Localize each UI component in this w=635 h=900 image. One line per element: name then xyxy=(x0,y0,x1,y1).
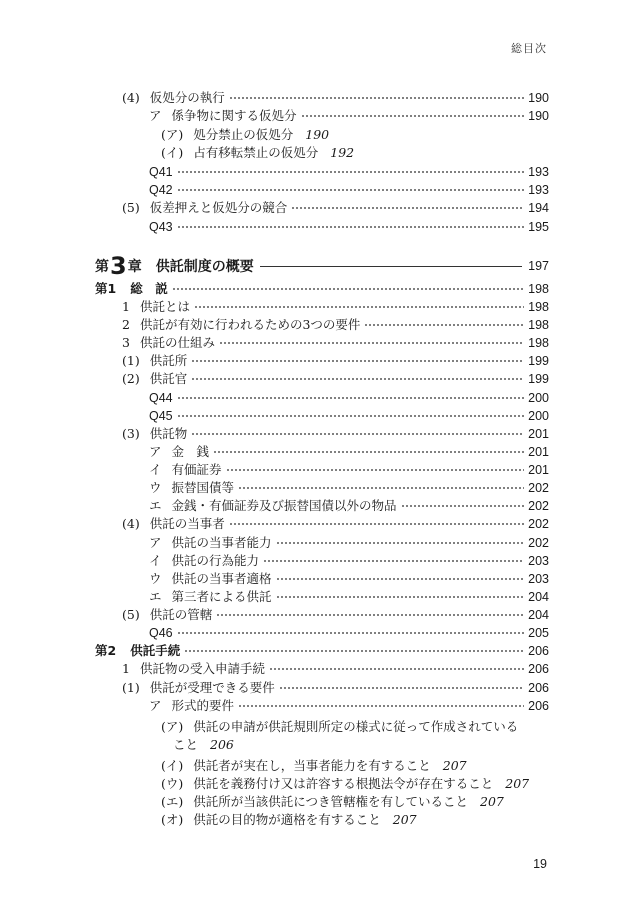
entry-title: Q46 xyxy=(149,626,173,640)
entry-number: 第2 xyxy=(95,643,117,658)
dot-leader xyxy=(301,115,525,117)
entry-title: 供託の当事者能力 xyxy=(171,535,272,550)
dot-leader xyxy=(401,505,525,507)
toc-entry xyxy=(0,407,635,425)
entry-number: ア xyxy=(149,535,162,550)
dot-leader xyxy=(191,433,524,435)
entry-title: Q44 xyxy=(149,391,173,405)
entry-number: ウ xyxy=(149,480,162,495)
entry-number: 2 xyxy=(122,317,130,332)
entry-title: 係争物に関する仮処分 xyxy=(171,108,297,123)
toc-entry xyxy=(0,588,635,606)
toc-entry-continued xyxy=(0,736,635,754)
entry-page: 192 xyxy=(330,145,355,160)
toc-entry xyxy=(0,316,635,334)
entry-page: 201 xyxy=(528,463,549,477)
dot-leader xyxy=(172,288,524,290)
entry-title: 供託を義務付け又は許容する根拠法令が存在すること xyxy=(193,776,494,791)
entry-number: (ア) xyxy=(161,127,184,142)
entry-number: (5) xyxy=(122,607,140,622)
entry-page: 200 xyxy=(528,409,549,423)
entry-title: Q45 xyxy=(149,409,173,423)
entry-title-continued: こと xyxy=(173,737,199,752)
entry-number: ウ xyxy=(149,571,162,586)
toc-entry xyxy=(0,660,635,678)
toc-entry xyxy=(0,793,635,811)
entry-number: ア xyxy=(149,108,162,123)
entry-page: 199 xyxy=(528,354,549,368)
dot-leader xyxy=(276,542,525,544)
toc-entry xyxy=(0,352,635,370)
entry-page: 206 xyxy=(528,681,549,695)
chapter-suffix: 章 xyxy=(127,259,142,275)
entry-title: 占有移転禁止の仮処分 xyxy=(193,145,319,160)
dot-leader xyxy=(291,207,524,209)
entry-title: 供託手続 xyxy=(130,643,181,658)
toc-entry xyxy=(0,144,635,162)
entry-title: 供託物の受入申請手続 xyxy=(139,661,265,676)
entry-title: 供託の行為能力 xyxy=(171,553,260,568)
entry-title: 供託が受理できる要件 xyxy=(149,680,275,695)
entry-page: 193 xyxy=(528,165,549,179)
toc-entry xyxy=(0,479,635,497)
entry-page: 200 xyxy=(528,391,549,405)
entry-title: 供託の申請が供託規則所定の様式に従って作成されている xyxy=(193,719,519,734)
entry-number: 3 xyxy=(122,335,130,350)
entry-page: 198 xyxy=(528,336,549,350)
entry-page: 206 xyxy=(528,662,549,676)
entry-title: 供託者が実在し，当事者能力を有すること xyxy=(193,758,431,773)
entry-page: 207 xyxy=(480,794,504,809)
dot-leader xyxy=(276,596,525,598)
entry-page: 202 xyxy=(528,499,549,513)
entry-number: (ア) xyxy=(161,719,184,734)
running-head: 総目次 xyxy=(511,42,547,55)
toc-entry xyxy=(0,425,635,443)
entry-title: 供託物 xyxy=(149,426,188,441)
dot-leader xyxy=(184,650,524,652)
toc-section xyxy=(0,642,635,660)
entry-page: 193 xyxy=(528,183,549,197)
entry-page: 199 xyxy=(528,372,549,386)
chapter-number: 3 xyxy=(110,252,127,280)
entry-page: 202 xyxy=(528,517,549,531)
entry-title: 供託の管轄 xyxy=(149,607,213,622)
toc-entry xyxy=(0,199,635,217)
toc-entry xyxy=(0,163,635,181)
entry-title: 仮処分の執行 xyxy=(149,90,225,105)
entry-title: 金 銭 xyxy=(171,444,210,459)
entry-number: ア xyxy=(149,444,162,459)
dot-leader xyxy=(191,378,524,380)
entry-number: (オ) xyxy=(161,812,184,827)
toc-entry xyxy=(0,370,635,388)
dot-leader xyxy=(177,189,525,191)
toc-entry xyxy=(0,534,635,552)
entry-page: 207 xyxy=(505,776,530,791)
dot-leader xyxy=(177,397,525,399)
toc-entry xyxy=(0,107,635,125)
dot-leader xyxy=(177,226,525,228)
dot-leader xyxy=(364,324,524,326)
entry-page: 206 xyxy=(210,737,234,752)
toc-entry xyxy=(0,606,635,624)
entry-number: (3) xyxy=(122,426,140,441)
dot-leader xyxy=(194,306,524,308)
dot-leader xyxy=(177,415,525,417)
dot-leader xyxy=(276,578,525,580)
dot-leader xyxy=(177,632,525,634)
entry-page: 203 xyxy=(528,572,549,586)
entry-number: (ウ) xyxy=(161,776,184,791)
dot-leader xyxy=(263,560,524,562)
entry-title: 供託の仕組み xyxy=(139,335,215,350)
chapter-page: 197 xyxy=(528,259,549,273)
dot-leader xyxy=(216,614,524,616)
toc-entry xyxy=(0,811,635,829)
entry-title: 供託の当事者 xyxy=(149,516,225,531)
entry-number: (1) xyxy=(122,680,140,695)
entry-page: 190 xyxy=(305,127,330,142)
dot-leader xyxy=(238,705,524,707)
entry-page: 203 xyxy=(528,554,549,568)
entry-number: (2) xyxy=(122,371,140,386)
entry-title: 供託の当事者適格 xyxy=(171,571,272,586)
entry-title: 仮差押えと仮処分の競合 xyxy=(149,200,288,215)
entry-page: 190 xyxy=(528,109,549,123)
toc-entry xyxy=(0,443,635,461)
dot-leader xyxy=(229,523,524,525)
entry-number: 1 xyxy=(122,299,130,314)
entry-page: 198 xyxy=(528,318,549,332)
entry-title: 供託官 xyxy=(149,371,188,386)
toc-entry xyxy=(0,775,635,793)
toc-entry xyxy=(0,298,635,316)
entry-page: 202 xyxy=(528,481,549,495)
entry-page: 206 xyxy=(528,699,549,713)
entry-number: (4) xyxy=(122,516,140,531)
entry-number: (イ) xyxy=(161,758,184,773)
entry-title: 供託の目的物が適格を有すること xyxy=(193,812,381,827)
entry-title: 有価証券 xyxy=(171,462,222,477)
entry-number: (イ) xyxy=(161,145,184,160)
entry-number: (5) xyxy=(122,200,140,215)
toc-entry xyxy=(0,461,635,479)
entry-title: Q43 xyxy=(149,220,173,234)
entry-page: 201 xyxy=(528,427,549,441)
toc-entry xyxy=(0,126,635,144)
toc-entry xyxy=(0,515,635,533)
entry-title: 形式的要件 xyxy=(171,698,235,713)
dot-leader xyxy=(219,342,524,344)
entry-number: ア xyxy=(149,698,162,713)
entry-title: 供託所 xyxy=(149,353,188,368)
entry-title: 総 説 xyxy=(130,281,168,296)
entry-page: 190 xyxy=(528,91,549,105)
entry-number: エ xyxy=(149,589,162,604)
entry-number: 1 xyxy=(122,661,130,676)
toc-entry xyxy=(0,89,635,107)
toc-entry xyxy=(0,552,635,570)
dot-leader xyxy=(269,668,524,670)
entry-title: 第三者による供託 xyxy=(171,589,272,604)
toc-entry xyxy=(0,757,635,775)
toc-section xyxy=(0,280,635,298)
entry-page: 204 xyxy=(528,590,549,604)
entry-number: エ xyxy=(149,498,162,513)
chapter-prefix: 第 xyxy=(95,259,109,275)
toc-entry xyxy=(0,334,635,352)
entry-page: 198 xyxy=(528,282,549,296)
toc-entry xyxy=(0,389,635,407)
entry-title: 供託所が当該供託につき管轄権を有していること xyxy=(193,794,469,809)
chapter-rule xyxy=(260,266,522,267)
dot-leader xyxy=(191,360,524,362)
entry-number: 第1 xyxy=(95,281,117,296)
entry-title: 金銭・有価証券及び振替国債以外の物品 xyxy=(171,498,397,513)
entry-number: イ xyxy=(149,462,162,477)
toc-entry xyxy=(0,570,635,588)
toc-entry xyxy=(0,679,635,697)
toc-entry xyxy=(0,218,635,236)
entry-title: Q41 xyxy=(149,165,173,179)
entry-title: Q42 xyxy=(149,183,173,197)
toc-entry xyxy=(0,697,635,715)
entry-number: イ xyxy=(149,553,162,568)
entry-number: (エ) xyxy=(161,794,184,809)
entry-number: (1) xyxy=(122,353,140,368)
toc-entry xyxy=(0,624,635,642)
toc-entry xyxy=(0,497,635,515)
entry-page: 201 xyxy=(528,445,549,459)
entry-title: 振替国債等 xyxy=(171,480,235,495)
entry-page: 205 xyxy=(528,626,549,640)
dot-leader xyxy=(177,171,525,173)
entry-title: 供託が有効に行われるための3つの要件 xyxy=(139,317,361,332)
chapter-heading xyxy=(0,254,635,278)
entry-page: 195 xyxy=(528,220,549,234)
chapter-title: 供託制度の概要 xyxy=(155,259,254,275)
dot-leader xyxy=(213,451,524,453)
page-number: 19 xyxy=(533,857,547,871)
entry-page: 194 xyxy=(528,201,549,215)
dot-leader xyxy=(238,487,524,489)
entry-page: 198 xyxy=(528,300,549,314)
entry-title: 供託とは xyxy=(139,299,190,314)
dot-leader xyxy=(229,97,524,99)
entry-page: 206 xyxy=(528,644,549,658)
toc-entry xyxy=(0,718,635,736)
entry-page: 207 xyxy=(392,812,417,827)
entry-page: 202 xyxy=(528,536,549,550)
entry-page: 204 xyxy=(528,608,549,622)
dot-leader xyxy=(226,469,525,471)
entry-number: (4) xyxy=(122,90,140,105)
toc-entry xyxy=(0,181,635,199)
entry-page: 207 xyxy=(442,758,467,773)
dot-leader xyxy=(279,687,524,689)
entry-title: 処分禁止の仮処分 xyxy=(193,127,294,142)
